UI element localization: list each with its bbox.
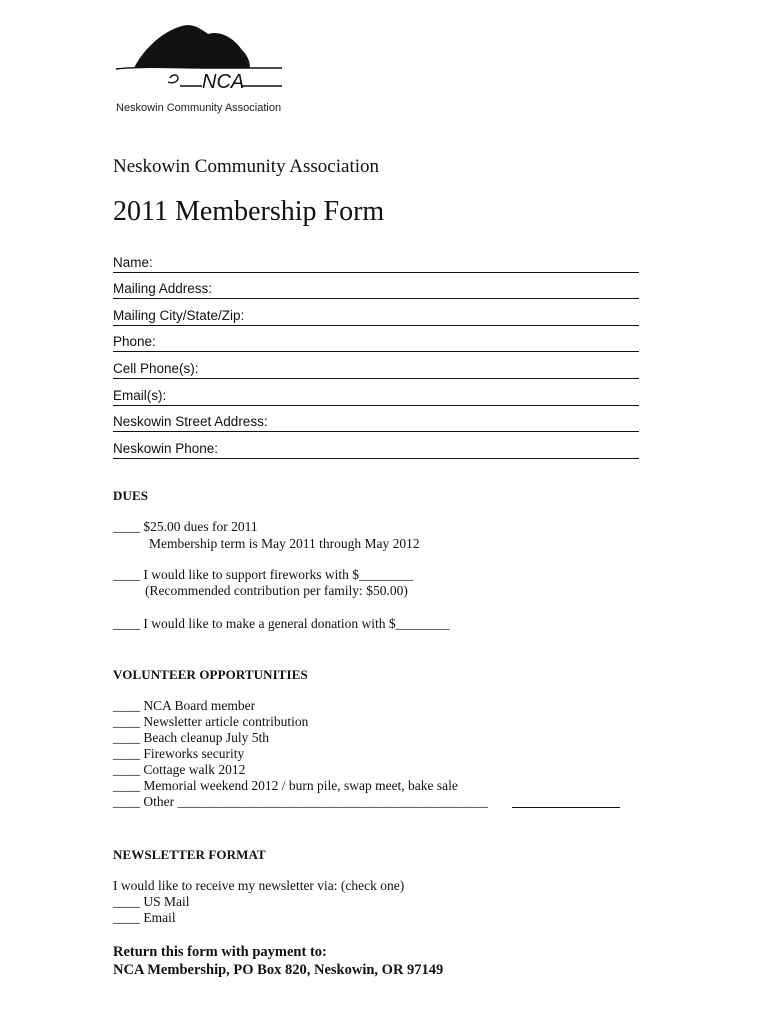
volunteer-item[interactable]: ____ Memorial weekend 2012 / burn pile, swap meet, bake sale xyxy=(113,778,458,793)
mailing-address-field[interactable] xyxy=(113,273,639,300)
field-label: Neskowin Street Address: xyxy=(113,414,268,430)
fireworks-support-line[interactable]: ____ I would like to support fireworks with $________ xyxy=(113,567,413,582)
volunteer-heading: VOLUNTEER OPPORTUNITIES xyxy=(113,667,308,682)
name-field[interactable] xyxy=(113,246,639,273)
volunteer-item[interactable]: ____ Cottage walk 2012 xyxy=(113,762,246,777)
neskowin-phone-field[interactable] xyxy=(113,432,639,459)
volunteer-item[interactable]: ____ Newsletter article contribution xyxy=(113,714,309,729)
dues-heading: DUES xyxy=(113,488,149,503)
membership-term-note: Membership term is May 2011 through May 2012 xyxy=(149,536,420,551)
newsletter-intro: I would like to receive my newsletter via: (check one) xyxy=(113,878,405,893)
logo-initials: NCA xyxy=(202,71,245,93)
dues-checkbox-line[interactable]: ____ $25.00 dues for 2011 xyxy=(113,519,258,534)
field-label: Name: xyxy=(113,254,153,270)
volunteer-item[interactable]: ____ NCA Board member xyxy=(113,698,256,713)
newsletter-option-email[interactable]: ____ Email xyxy=(113,910,176,925)
cell-phone-field[interactable] xyxy=(113,352,639,379)
logo-swirl xyxy=(168,75,178,83)
field-label: Neskowin Phone: xyxy=(113,440,219,456)
other-fill-line xyxy=(512,807,620,808)
field-label: Cell Phone(s): xyxy=(113,360,199,376)
logo-caption: Neskowin Community Association xyxy=(116,102,282,114)
logo-hill xyxy=(134,25,250,68)
neskowin-street-address-field[interactable] xyxy=(113,406,639,433)
logo-wave xyxy=(116,67,282,69)
mailing-city-state-zip-field[interactable] xyxy=(113,299,639,326)
return-address: NCA Membership, PO Box 820, Neskowin, OR 97149 xyxy=(113,962,444,978)
newsletter-heading: NEWSLETTER FORMAT xyxy=(113,847,266,862)
field-label: Mailing City/State/Zip: xyxy=(113,307,245,323)
return-instructions: Return this form with payment to: xyxy=(113,944,327,960)
volunteer-item-other[interactable]: ____ Other ______________________________________________ xyxy=(113,794,488,809)
fireworks-recommendation-note: (Recommended contribution per family: $50.00) xyxy=(145,583,408,598)
phone-field[interactable] xyxy=(113,326,639,353)
contact-fields xyxy=(113,246,639,459)
volunteer-item[interactable]: ____ Fireworks security xyxy=(113,746,245,761)
field-label: Mailing Address: xyxy=(113,281,213,297)
general-donation-line[interactable]: ____ I would like to make a general donation with $________ xyxy=(113,616,450,631)
newsletter-option-mail[interactable]: ____ US Mail xyxy=(113,894,190,909)
field-label: Phone: xyxy=(113,334,156,350)
form-title: 2011 Membership Form xyxy=(113,196,385,227)
field-label: Email(s): xyxy=(113,387,167,403)
org-name: Neskowin Community Association xyxy=(113,156,379,177)
email-field[interactable] xyxy=(113,379,639,406)
volunteer-item[interactable]: ____ Beach cleanup July 5th xyxy=(113,730,269,745)
